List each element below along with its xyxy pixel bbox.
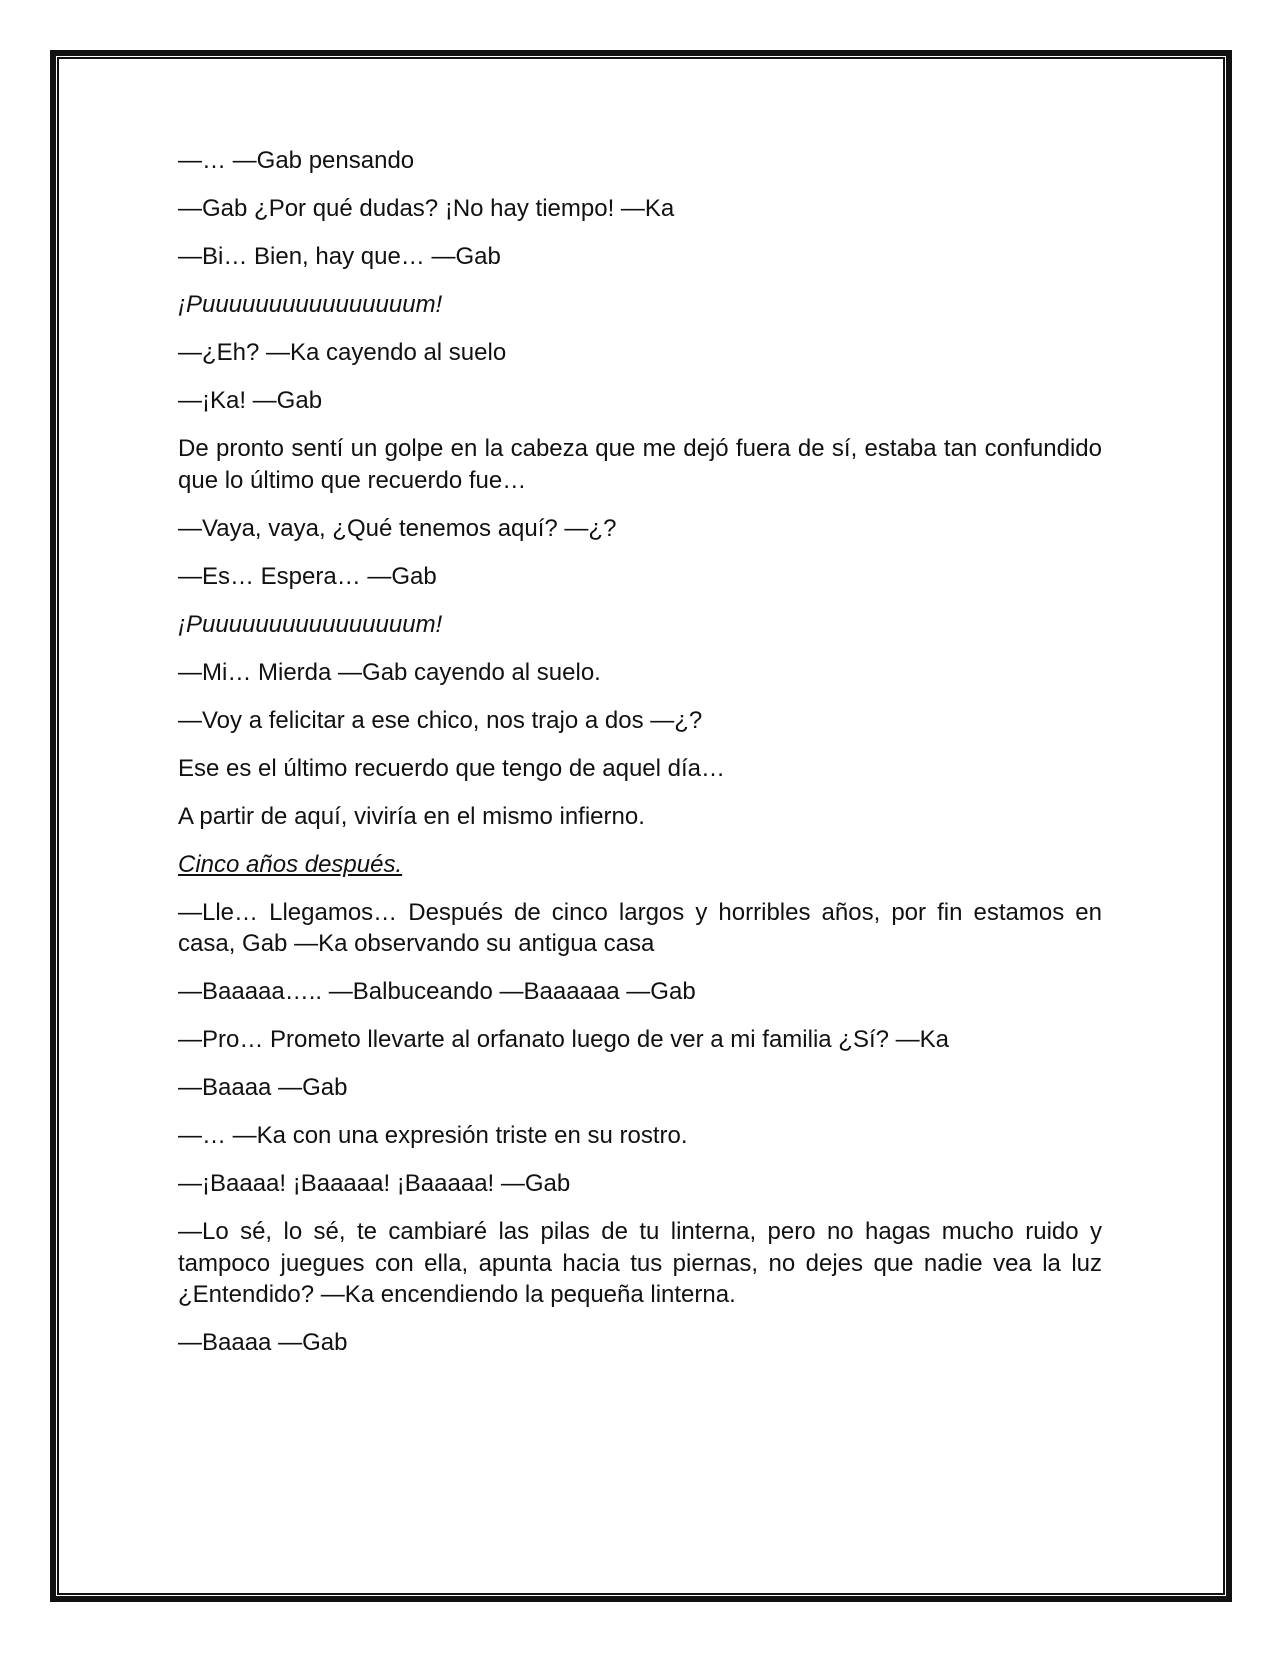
section-heading: Cinco años después. <box>178 850 403 878</box>
paragraph: —Baaaa —Gab <box>178 1329 348 1356</box>
paragraph: —Voy a felicitar a ese chico, nos trajo a dos —¿? <box>178 706 703 734</box>
paragraph: Ese es el último recuerdo que tengo de aquel día… <box>178 754 726 782</box>
paragraph: —Baaaaa….. —Balbuceando —Baaaaaa —Gab <box>178 978 696 1005</box>
paragraph: —… —Ka con una expresión triste en su rostro. <box>178 1122 688 1149</box>
sound-effect-line: ¡Puuuuuuuuuuuuuuuum! <box>178 291 443 318</box>
paragraph: —Vaya, vaya, ¿Qué tenemos aquí? —¿? <box>178 514 617 542</box>
paragraph: —Pro… Prometo llevarte al orfanato luego de ver a mi familia ¿Sí? —Ka <box>178 1026 949 1053</box>
paragraph: De pronto sentí un golpe en la cabeza que me dejó fuera de sí, estaba tan confundido que lo último que recuerdo fue… <box>178 435 1102 494</box>
paragraph: —¿Eh? —Ka cayendo al suelo <box>178 339 507 366</box>
paragraph: —Baaaa —Gab <box>178 1074 348 1101</box>
paragraph: —… —Gab pensando <box>178 147 415 174</box>
paragraph: —Gab ¿Por qué dudas? ¡No hay tiempo! —Ka <box>178 195 675 222</box>
paragraph: —¡Baaaa! ¡Baaaaa! ¡Baaaaa! —Gab <box>178 1170 571 1197</box>
paragraph: —Lle… Llegamos… Después de cinco largos y horribles años, por fin estamos en casa, Gab —Ka observando su antigua casa <box>178 898 1102 957</box>
paragraph: —¡Ka! —Gab <box>178 387 323 414</box>
sound-effect-line: ¡Puuuuuuuuuuuuuuuum! <box>178 610 443 638</box>
paragraph: —Es… Espera… —Gab <box>178 562 437 590</box>
page-text-block <box>178 145 1102 1375</box>
paragraph: —Lo sé, lo sé, te cambiaré las pilas de tu linterna, pero no hagas mucho ruido y tampoco juegues con ella, apunta hacia tus piernas, no dejes que nadie vea la luz ¿Entendido? —Ka encendiendo la pequeña linterna. <box>178 1218 1102 1308</box>
paragraph: —Mi… Mierda —Gab cayendo al suelo. <box>178 658 601 686</box>
paragraph: —Bi… Bien, hay que… —Gab <box>178 243 501 270</box>
paragraph: A partir de aquí, viviría en el mismo infierno. <box>178 802 645 830</box>
